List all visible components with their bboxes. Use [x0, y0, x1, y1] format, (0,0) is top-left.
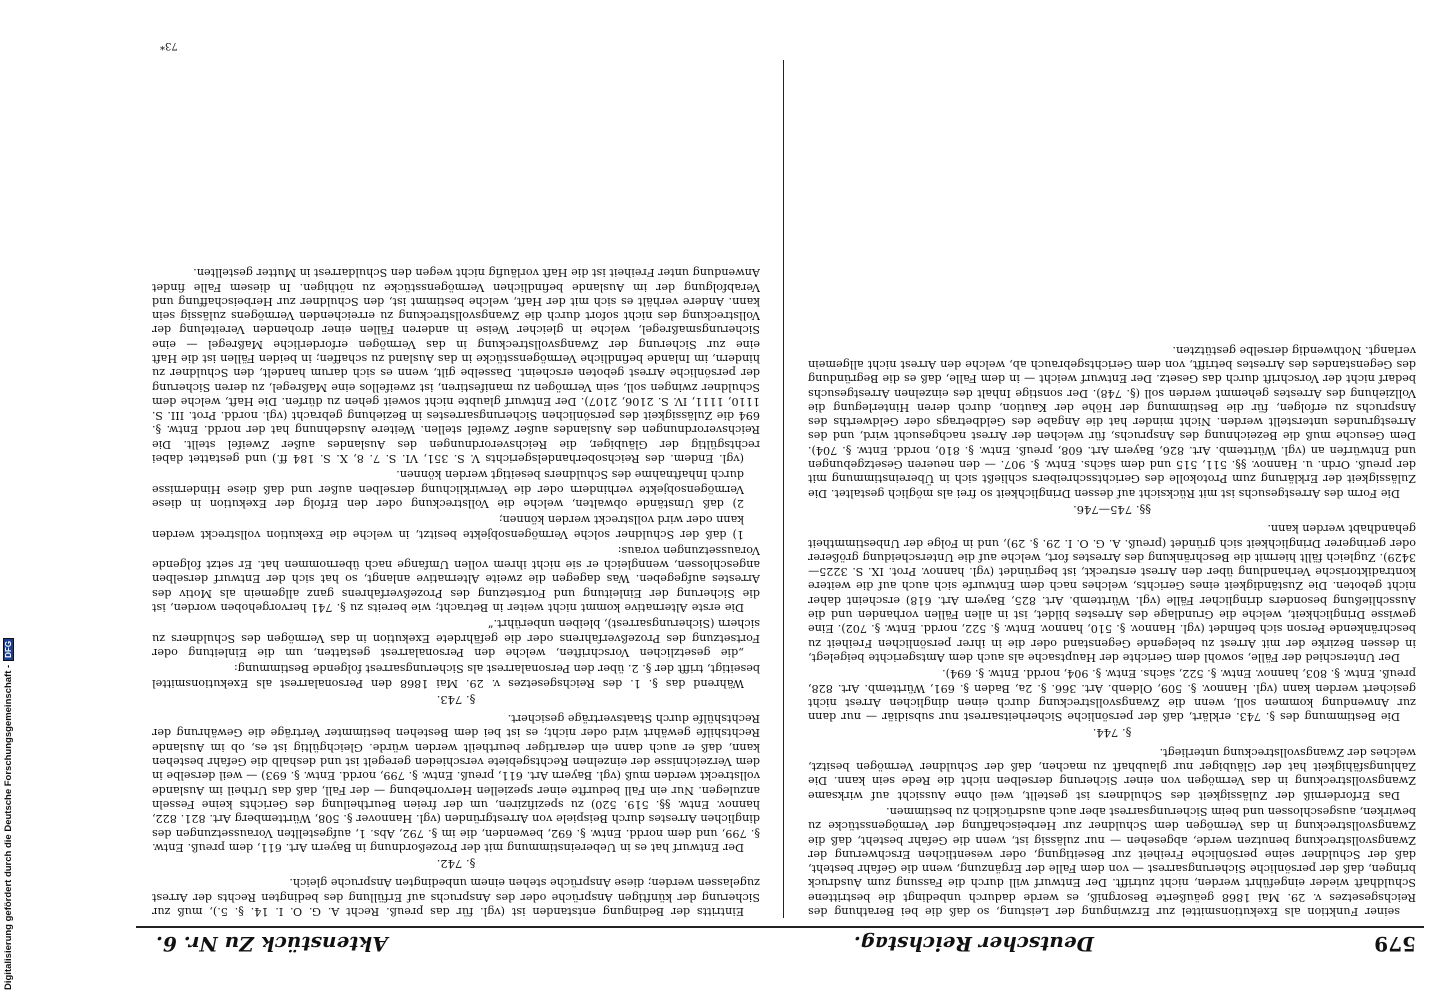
- paragraph: 2) daß Umstände obwalten, welche die Vollstreckung oder den Erfolg der Exekution in diese Vermögensobjekte verhindern oder die Verwirklichung derselben außer und daß diese Hindernisse durch Inhaftnahme des Schuldners beseitigt werden können.: [152, 468, 744, 510]
- section-heading: §§. 745—746.: [1073, 502, 1151, 517]
- scanned-page: [136, 36, 1424, 962]
- paragraph: Während das §. 1. des Reichsgesetzes v. 29. Mai 1868 den Personalarrest als Exekutionsmittel beseitigt, trifft der §. 2. über den Personalarrest als Sicherungsarrest folgende Bestimmung:: [152, 662, 760, 690]
- left-text-column: [808, 60, 1416, 918]
- paragraph: Die erste Alternative kommt nicht weiter in Betracht; wie bereits zu §. 741 hervorgehoben worden, ist die Sicherung der Einleitung und Fortsetzung des Prozeßverfahrens ganz allgemein als Motiv des Arrestes aufgegeben. Was dagegen die zweite Alternative anlangt, so hat sich der Entwurf derselben angeschlossen, wenngleich er sie nicht ihrem vollen Umfange nach übernommen hat. Er setzt folgende Voraussetzungen voraus:: [152, 543, 760, 615]
- paragraph: Die Bestimmung des §. 743. erklärt, daß der persönliche Sicherheitsarrest nur subsidiär — nur dann zur Anwendung kommen soll, wenn die Zwangsvollstreckung durch einen dinglichen Arrest nicht gesichert werden kann (vgl. Hannov. §. 509, Oldenb. Art. 366. §. 2a, Baden §. 691, Württemb. Art. 828, preuß. Entw. §. 803, hannov. Entw. §. 522, sächs. Entw. §. 904, nordd. Entw. §. 694).: [808, 667, 1416, 724]
- paragraph: 1) daß der Schuldner solche Vermögensobjekte besitzt, in welche die Exekution vollstreckt werden kann oder wird vollstreckt werden können;: [152, 513, 744, 541]
- paragraph: Der Entwurf hat es in Uebereinstimmung mit der Prozeßordnung in Bayern Art. 611, dem preuß. Entw. §. 799, und dem nordd. Entw. §. 692, bewenden, die im §. 792, Abs. 1, aufgestellten Voraussetzungen des dinglichen Arrestes durch Beispiele von Arrestgründen (vgl. Hannover §. 508, Württemberg Art. 821. 822, hannov. Entw. §§. 519. 520) zu spezifiziren, um der freien Beurtheilung des Gerichts keine Fesseln anzulegen. Nur ein Fall bedurfte einer speziellen Hervorhebung — der Fall, daß das Urtheil im Auslande vollstreckt werden muß (vgl. Bayern Art. 611, preuß. Entw. §. 799, nordd. Entw. §. 693) — weil derselbe in dem Verzeichnisse der einzelnen Rechtsgebiete verschieden geregelt ist und deshalb die Gefahr bestehen kann, daß er auch dann ein derartiger beurtheilt werden würde. Gleichgültig ist es, ob im Auslande Rechtshilfe gewährt wird oder nicht; es ist bei dem Bestehen bestimmter Verträge die Gewährung der Rechtshülfe durch Staatsverträge gesichert.: [152, 712, 760, 854]
- paragraph: Die Form des Arrestgesuchs ist mit Rücksicht auf dessen Dringlichkeit so frei als möglich gestaltet. Die Zulässigkeit der Erklärung zum Protokolle des Gerichtsschreibers schließt sich in Übereinstimmung mit der preuß. Ordn. u. Hannov. §§. 511, 515 und dem sächs. Entw. §. 907. — den neueren Gesetzgebungen und Entwürfen an (vgl. Württemb. Art. 826, Bayern Art. 608, preuß. Entw. §. 810, nordd. Entw. §. 704). Dem Gesuche muß die Bezeichnung des Anspruchs, für welchen der Arrest nachgesucht wird, und des Arrestgrundes unterstellt werden. Nicht minder hat die Angabe des Geldbetrags oder Geldwerths des Anspruchs zu erfolgen, für die Bestimmung der Höhe der Kaution, durch deren Hinterlegung die Vollziehung des Arrestes gehemmt werden soll (§. 748). Der sonstige Inhalt des einzelnen Arrestgesuchs bedarf nicht der Vorschrift durch das Gesetz. Der Entwurf weicht — in dem Falle, daß es die Begründung des Gegenstandes des Arrestes betrifft, von dem Gerichtsgebrauch ab, welche den Arrest nicht allgemein verlangt. Nothwendig derselbe gestützten.: [808, 343, 1416, 500]
- paragraph: Eintritts der Bedingung entstanden ist (vgl. für das preuß. Recht A. G. O. I. 14. §. 5.), muß zur Sicherung der künftigen Ansprüche oder des Anspruchs auf Erfüllung des bedingten Rechts der Arrest zugelassen werden; diese Ansprüche stehen einem unbedingten Anspruche gleich.: [152, 876, 760, 918]
- paragraph: „die gesetzlichen Vorschriften, welche den Personalarrest gestatten, um die Einleitung oder Fortsetzung des Prozeßverfahrens oder die gefährdete Exekution in das Vermögen des Schuldners zu sichern (Sicherungsarrest), bleiben unberührt.“: [152, 617, 760, 659]
- page-header: [136, 926, 1424, 962]
- header-aktenstueck: Aktenstück Zu Nr. 6.: [156, 932, 388, 956]
- column-divider: [783, 60, 784, 918]
- paragraph: seiner Funktion als Exekutionsmittel zur Erzwingung der Leistung, so daß die bei Berathung des Reichsgesetzes v. 29. Mai 1868 geäußerte Besorgniß, es werde dadurch unbedingt die bestrittene Schuldhaft wieder eingeführt werden, nicht zutrifft. Der Entwurf will durch die Fassung zum Ausdruck bringen, daß der persönliche Sicherungsarrest — von dem Falle der Ergänzung, wenn die Gefahr besteht, daß der Schuldner seine persönliche Freiheit zur Beseitigung, oder wesentlichen Erschwerung der Zwangsvollstreckung benutzen werde, abgesehen — nur zulässig ist, wenn die Gefahr besteht, daß die Zwangsvollstreckung in das Vermögen dem Schuldner zur Herbeischaffung der Vermögensstücke zu bewirken, ausgeschlossen und beim Sicherungsarrest aber auch ausdrücklich zu bestimmen.: [808, 804, 1416, 918]
- digitization-sidebar: [0, 0, 18, 1000]
- rotated-page: [136, 36, 1424, 962]
- paragraph: Das Erforderniß der Zulässigkeit des Schuldners ist gestellt, weil ohne Aussicht auf wirksame Zwangsvollstreckung in das Vermögen von einer Sicherung derselben nicht die Rede sein kann. Die Zahlungsfähigkeit hat der Gläubiger nur glaubhaft zu machen, daß der Schuldner Vermögen besitzt, welches der Zwangsvollstreckung unterliegt.: [808, 745, 1416, 802]
- credit-text: Digitalisierung gefördert durch die Deutsche Forschungsgemeinschaft -: [3, 664, 14, 990]
- paragraph: Der Unterschied der Fälle, sowohl dem Gerichte der Hauptsache als auch dem Amtsgerichte beigelegt, in dessen Bezirke der mit Arrest zu belegende Gegenstand oder die in ihrer persönlichen Freiheit zu beschränkende Person sich befindet (vgl. Hannov. §. 510, hannov. Entw. §. 522, nordd. Entw. §. 702). Eine gewisse Dringlichkeit, welche die Grundlage des Arrestes bildet, ist in allen Fällen vorhanden und die Ausschließung besonders dringlicher Fälle (vgl. Württemb. Art. 825, Bayern Art. 618) erscheint daher nicht geboten. Die Zuständigkeit eines Gerichts, welches nach dem Entwurfe sich auch auf die weitere kontradiktorische Verhandlung über den Arrest erstreckt, ist begründet (vgl. hannov. Prot. IX. S. 3225—3429). Zugleich fällt hiermit die Beschränkung des Arrestes fort, welche auf die Unterscheidung größerer oder geringerer Dringlichkeit sich gründet (preuß. A. G. O. I. 29. §. 29), und in Folge der Unbestimmtheit gehandhabt werden kann.: [808, 522, 1416, 664]
- dfg-logo-icon: DFG: [3, 638, 14, 661]
- right-text-column: [152, 60, 760, 918]
- section-heading: §. 742.: [436, 857, 476, 872]
- printer-signature: 73*: [160, 40, 178, 51]
- section-heading: §. 743.: [436, 692, 476, 707]
- page-number: 579: [1374, 932, 1416, 956]
- section-heading: §. 744.: [1092, 726, 1132, 741]
- header-reichstag: Deutscher Reichstag.: [853, 932, 1094, 956]
- paragraph: (vgl. Endem. des Reichsoberhandelsgerichts V. S. 351, VI. S. 7. 8, X. S. 184 ff.) und gestattet dabei rechtsgültig der Gläubiger, die Reichsverordnungen des Auslandes außer Zweifel stellt. Die Reichsverordnungen des Auslandes außer Zweifel stellen. Weitere Ausdehnung hat der nordd. Entw. §. 694 die Zulässigkeit des persönlichen Sicherungsarrestes in Beziehung gebracht (vgl. nordd. Prot. III. S. 1110, 1111, IV. S. 2106, 2107). Der Entwurf glaubte nicht soweit gehen zu dürfen. Die Haft, welche dem Schuldner zwingen soll, sein Vermögen zu manifestiren, ist zweifellos eine Maßregel, zu deren Sicherung der persönliche Arrest geboten erscheint. Dasselbe gilt, wenn es sich darum handelt, den Schuldner zu hindern, im Inlande befindliche Vermögensstücke in das Ausland zu schaffen; in beiden Fällen ist die Haft eine zur Sicherung der Zwangsvollstreckung in das Vermögen erforderliche Maßregel — eine Sicherungsmaßregel, welche in gleicher Weise in anderen Fällen einer drohenden Vereitelung der Vollstreckung des nicht sofort durch die Zwangsvollstreckung zu erreichenden Vermögens zulässig sein kann. Andere verhält es sich mit der Haft, welche bestimmt ist, den Schuldner zur Herbeischaffung und Verabfolgung der im Auslande befindlichen Vermögensstücke zu nöthigen. In diesem Falle findet Anwendung unter Freiheit ist die Haft vorläufig nicht wegen den Schuldarrest in Mutter gestellten.: [152, 266, 760, 466]
